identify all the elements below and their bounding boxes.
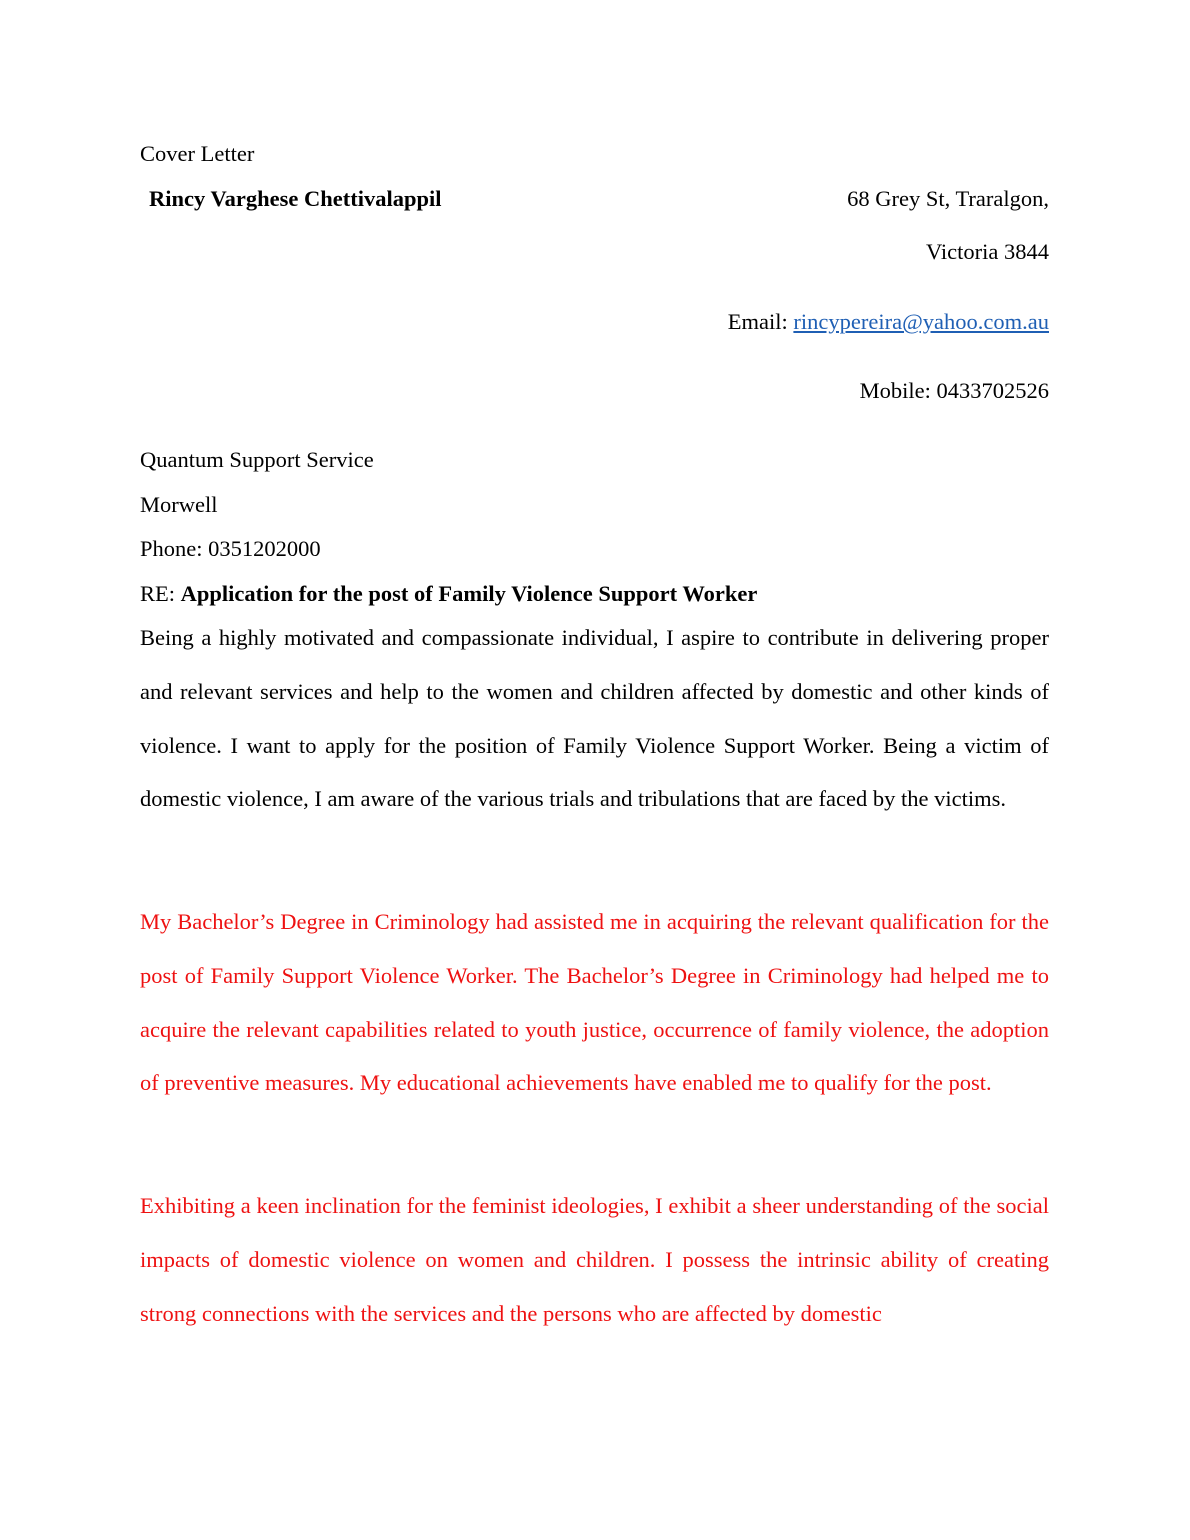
sender-mobile: Mobile: 0433702526: [859, 378, 1049, 403]
paragraph-skills: Exhibiting a keen inclination for the feminist ideologies, I exhibit a sheer understanding of the social impacts of domestic violence on women and children. I possess the intrinsic ability of creating strong connections with the services and the persons who are affected by domestic: [140, 1193, 1049, 1326]
email-link[interactable]: rincypereira@yahoo.com.au: [793, 309, 1049, 334]
recipient-organization: Quantum Support Service: [140, 447, 374, 472]
recipient-phone: Phone: 0351202000: [140, 536, 321, 561]
document-title: Cover Letter: [140, 141, 255, 166]
email-label: Email:: [727, 309, 794, 334]
paragraph-education: My Bachelor’s Degree in Criminology had assisted me in acquiring the relevant qualification for the post of Family Support Violence Worker. The Bachelor’s Degree in Criminology had helped me to acquire the relevant capabilities related to youth justice, occurrence of family violence, the adoption of preventive measures. My educational achievements have enabled me to qualify for the post.: [140, 909, 1049, 1096]
paragraph-intro: Being a highly motivated and compassionate individual, I aspire to contribute in delivering proper and relevant services and help to the women and children affected by domestic and other kinds of violence. I want to apply for the position of Family Violence Support Worker. Being a victim of domestic violence, I am aware of the various trials and tribulations that are faced by the victims.: [140, 625, 1049, 812]
subject-prefix: RE:: [140, 581, 181, 606]
sender-name: Rincy Varghese Chettivalappil: [149, 186, 442, 211]
sender-address-line1: 68 Grey St, Traralgon,: [847, 186, 1049, 211]
subject-line: [140, 583, 757, 606]
sender-email-line: [728, 311, 1049, 334]
sender-address-line2: Victoria 3844: [926, 239, 1049, 264]
subject-text: Application for the post of Family Violence Support Worker: [180, 581, 758, 606]
recipient-location: Morwell: [140, 492, 218, 517]
